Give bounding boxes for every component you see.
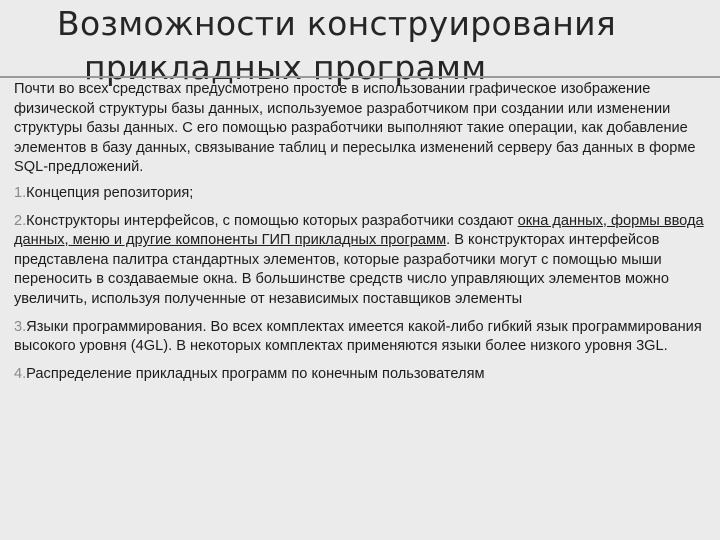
list-item-number: 1. xyxy=(14,184,27,201)
intro-paragraph: Почти во всех средствах предусмотрено простое в использовании графическое изображение физической структуры базы данных, используемое разработчиком при создании или изменении структуры базы данных. С его помощью разработчики выполняют такие операции, как добавление элементов в базу данных, связывание таблиц и пересылка изменений серверу баз данных в форме SQL-предложений. xyxy=(14,81,696,176)
list-item-text: Конструкторы интерфейсов, с помощью которых разработчики создают xyxy=(26,212,518,229)
slide-body xyxy=(14,80,714,392)
list-item-text-continued: . В конструкторах интерфейсов представлена палитра стандартных элементов, которые разработчики могут с помощью мыши переносить в создаваемые окна. В большинстве средств число управляющих элементов можно увеличить, используя полученные от независимых поставщиков элементы xyxy=(14,232,669,307)
list-item-number: 4. xyxy=(14,365,27,382)
list-item-number: 3. xyxy=(14,318,27,335)
slide-title-line-1: Возможности конструирования xyxy=(57,4,617,43)
list-item-2 xyxy=(14,212,714,310)
underlined-link[interactable]: окна данных, формы ввода данных, меню и другие компоненты ГИП прикладных программ xyxy=(14,212,704,249)
list-item-text: Языки программирования. Во всех комплектах имеется какой-либо гибкий язык программирования высокого уровня (4GL). В некоторых комплектах применяются языки более низкого уровня 3GL. xyxy=(14,318,702,355)
list-item-4 xyxy=(14,365,714,385)
list-item-text: Концепция репозитория; xyxy=(26,184,194,201)
list-item-number: 2. xyxy=(14,212,27,229)
list-item-1 xyxy=(14,184,714,204)
list-item-text: Распределение прикладных программ по конечным пользователям xyxy=(26,365,485,382)
slide-title-line-2: прикладных программ xyxy=(84,48,487,87)
list-item-3 xyxy=(14,318,714,357)
title-divider xyxy=(0,76,720,78)
